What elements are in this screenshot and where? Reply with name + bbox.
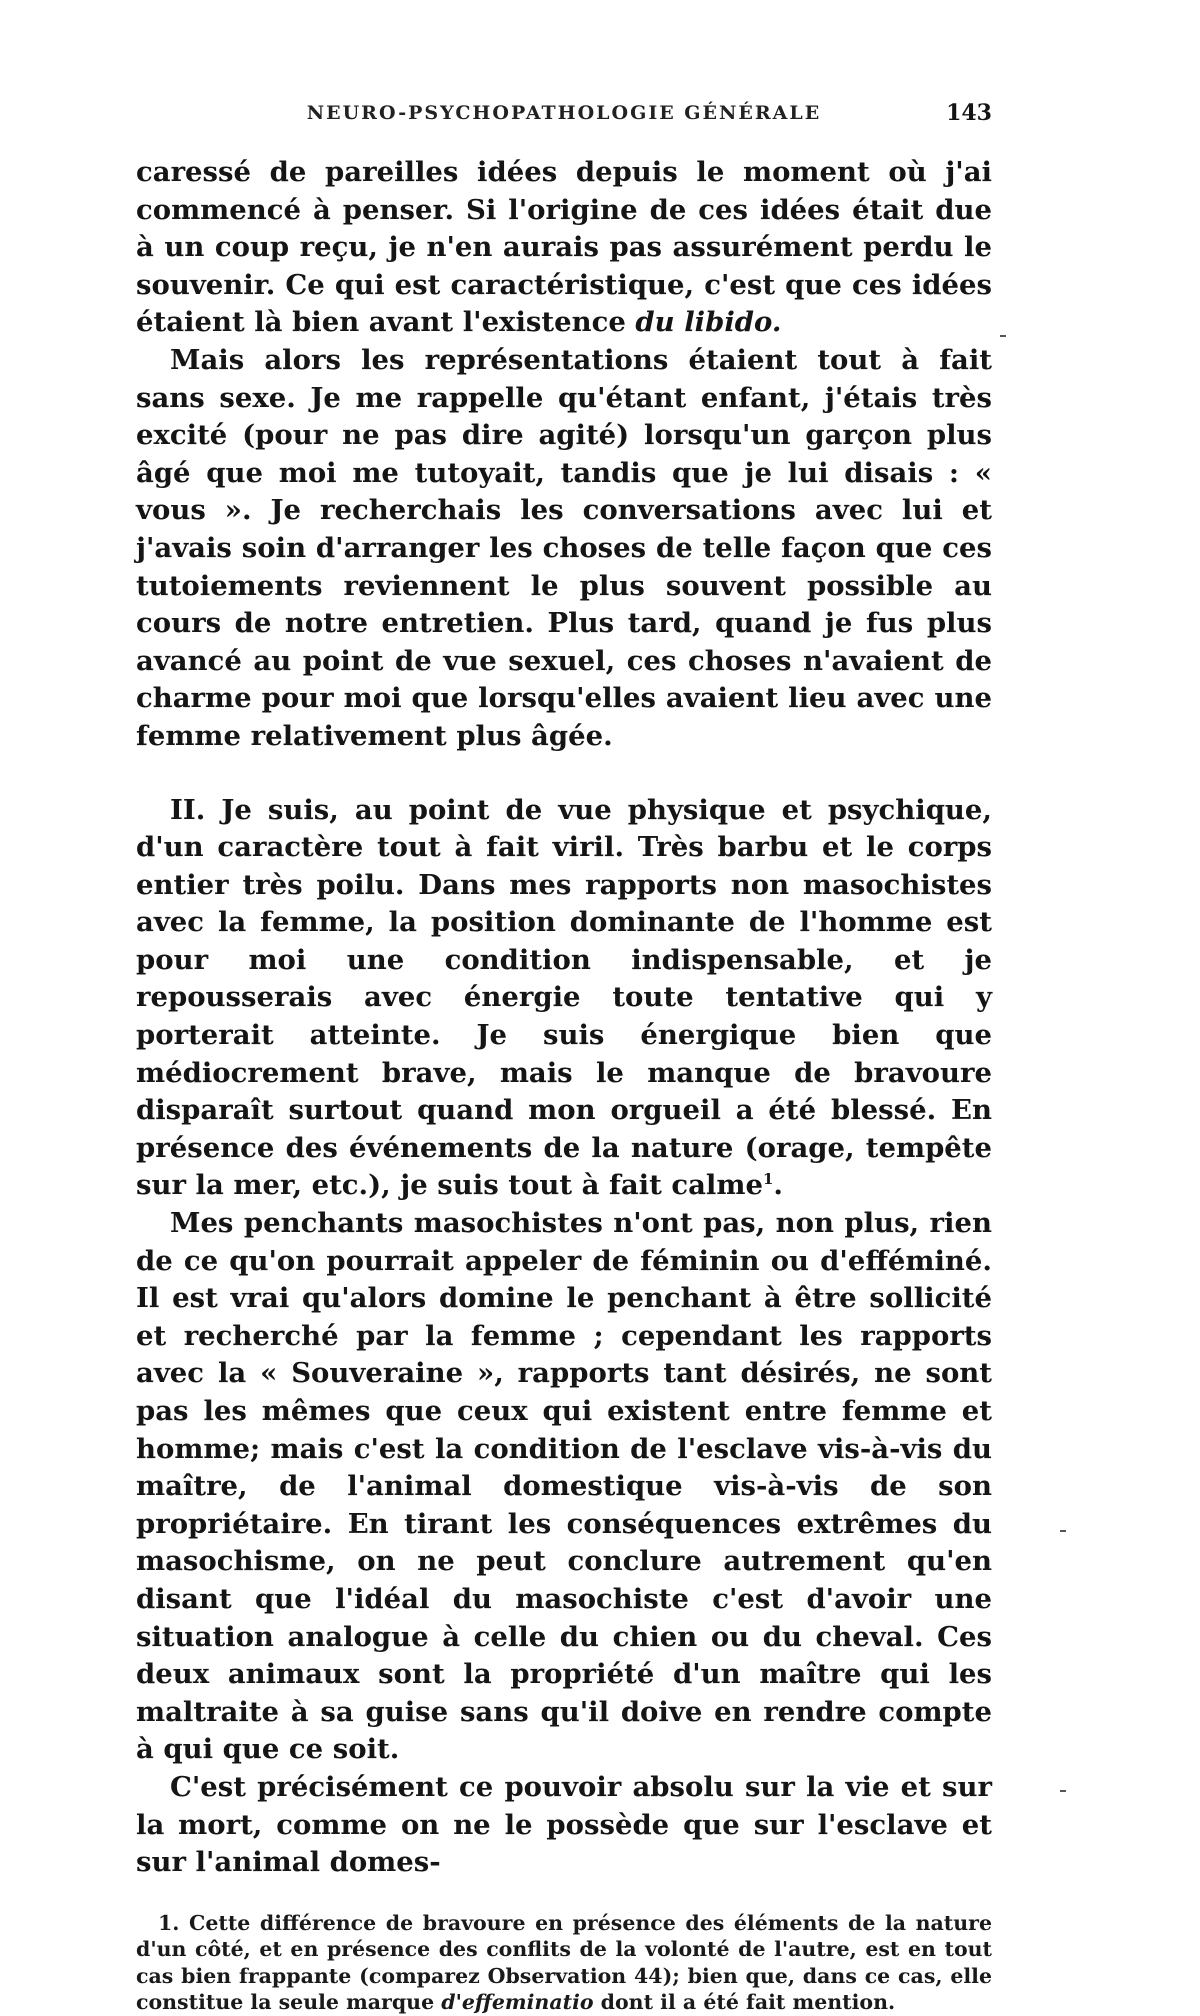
page-number: 143 bbox=[946, 100, 992, 126]
footnote bbox=[136, 1910, 992, 2016]
paragraph-continued bbox=[136, 154, 992, 342]
margin-mark bbox=[1060, 1790, 1066, 1792]
footnote-text: Cette différence de bravoure en présence des éléments de la nature d'un côté, et en présence des conflits de la volonté de l'autre, est en tout cas bien frappante (comparez Observation 44); bien que, dans ce cas, elle constitue la seule marque bbox=[136, 1910, 993, 2015]
paragraph: Mais alors les représentations étaient tout à fait sans sexe. Je me rappelle qu'étant enfant, j'étais très excité (pour ne pas dire agité) lorsqu'un garçon plus âgé que moi me tutoyait, tandis que je lui disais : « vous ». Je recherchais les conversations avec lui et j'avais soin d'arranger les choses de telle façon que ces tutoiements reviennent le plus souvent possible au cours de notre entretien. Plus tard, quand je fus plus avancé au point de vue sexuel, ces choses n'avaient de charme pour moi que lorsqu'elles avaient lieu avec une femme relativement plus âgée. bbox=[136, 343, 992, 752]
margin-mark bbox=[1060, 1530, 1066, 1532]
paragraph-text: caressé de pareilles idées depuis le moment où j'ai commencé à penser. Si l'origine de ces idées était due à un coup reçu, je n'en aurais pas assurément perdu le souvenir. Ce qui est caractéristique, c'est que ces idées étaient là bien avant l'existence bbox=[136, 156, 992, 339]
footnote-reference[interactable]: 1 bbox=[762, 1170, 774, 1189]
paragraph-text-end: . bbox=[773, 1169, 783, 1202]
body-text bbox=[136, 154, 992, 1882]
paragraph: Mes penchants masochistes n'ont pas, non plus, rien de ce qu'on pourrait appeler de féminin ou d'efféminé. Il est vrai qu'alors domine le penchant à être sollicité et recherché par la femme ; cependant les rapports avec la « Souveraine », rapports tant désirés, ne sont pas les mêmes que ceux qui existent entre femme et homme; mais c'est la condition de l'esclave vis-à-vis du maître, de l'animal domestique vis-à-vis de son propriétaire. En tirant les conséquences extrêmes du masochisme, on ne peut conclure autrement qu'en disant que l'idéal du masochiste c'est d'avoir une situation analogue à celle du chien ou du cheval. Ces deux animaux sont la propriété d'un maître qui les maltraite à sa guise sans qu'il doive en rendre compte à qui que ce soit. bbox=[136, 1207, 992, 1766]
footnote-italic-term: d'effeminatio bbox=[441, 1990, 594, 2015]
margin-mark bbox=[1000, 335, 1006, 337]
footnote-marker: 1. bbox=[158, 1910, 180, 1935]
running-title: NEURO-PSYCHOPATHOLOGIE GÉNÉRALE bbox=[306, 102, 822, 124]
page-header bbox=[136, 96, 992, 136]
book-page bbox=[136, 96, 992, 2016]
paragraph: C'est précisément ce pouvoir absolu sur la vie et sur la mort, comme on ne le possède que sur l'esclave et sur l'animal domes- bbox=[136, 1770, 992, 1879]
paragraph-section-ii bbox=[136, 792, 992, 1206]
paragraph-text: II. Je suis, au point de vue physique et psychique, d'un caractère tout à fait viril. Très barbu et le corps entier très poilu. Dans mes rapports non masochistes avec la femme, la position dominante de l'homme est pour moi une condition indispensable, et je repousserais avec énergie toute tentative qui y porterait atteinte. Je suis énergique bien que médiocrement brave, mais le manque de bravoure disparaît surtout quand mon orgueil a été blessé. En présence des événements de la nature (orage, tempête sur la mer, etc.), je suis tout à fait calme bbox=[136, 793, 992, 1202]
footnote-text-end: dont il a été fait mention. bbox=[593, 1990, 896, 2015]
italic-term: du libido. bbox=[635, 306, 782, 339]
